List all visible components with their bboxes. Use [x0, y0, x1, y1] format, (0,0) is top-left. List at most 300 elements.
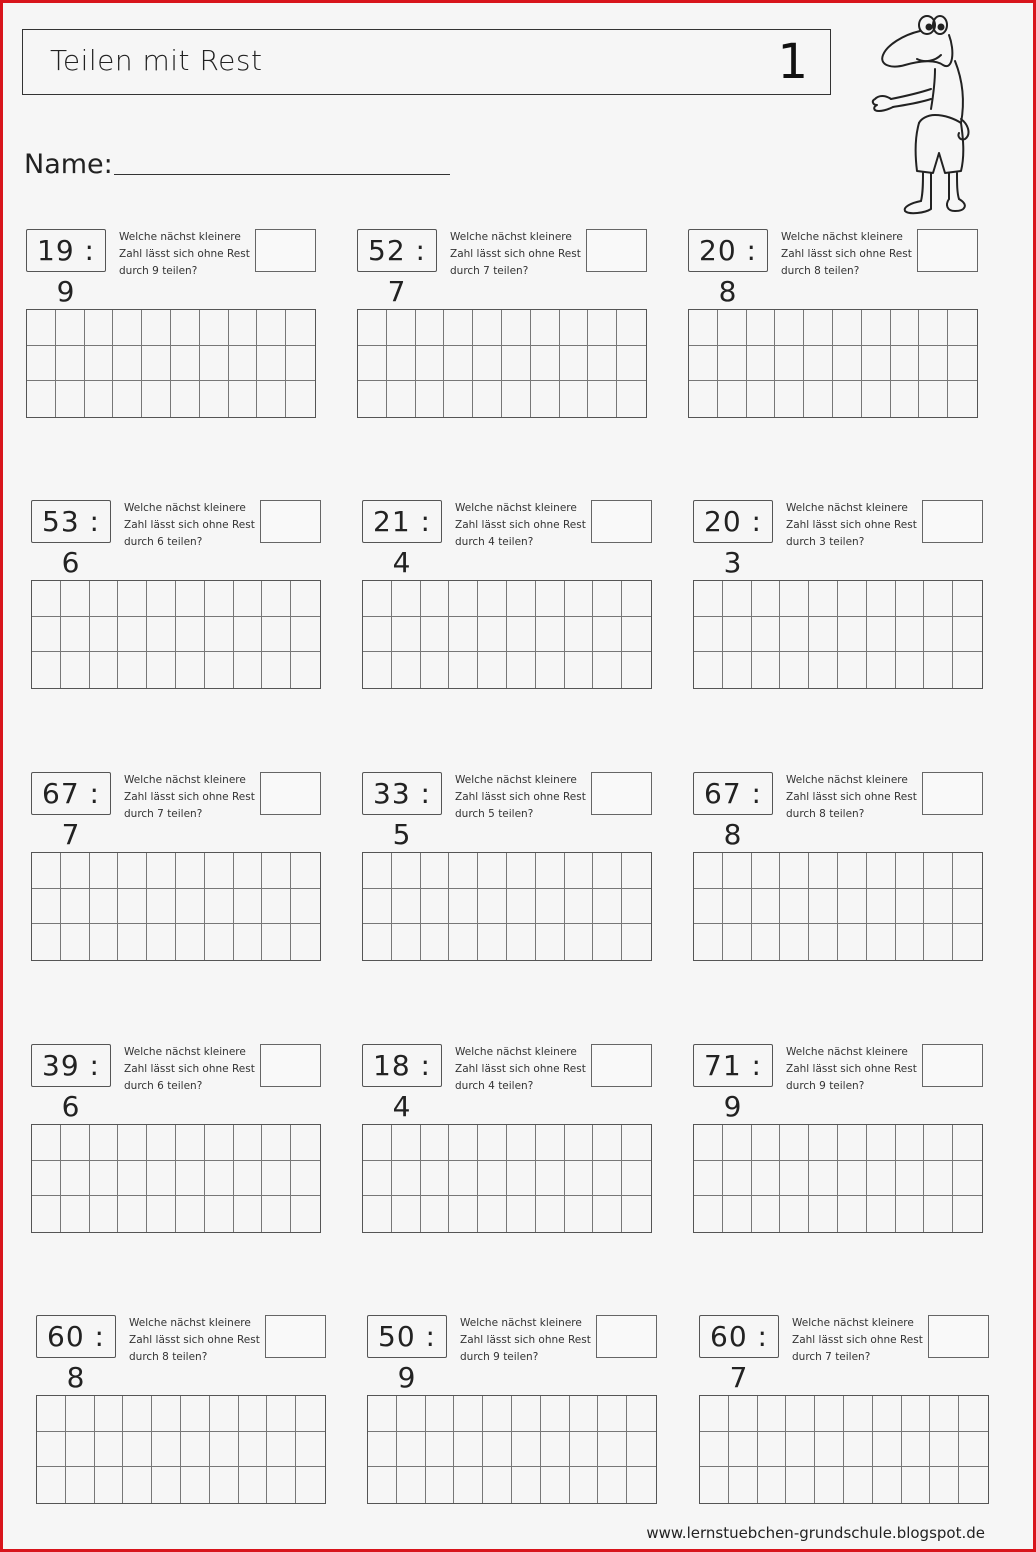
- grid-cell[interactable]: [421, 1125, 450, 1161]
- grid-cell[interactable]: [809, 853, 838, 889]
- grid-cell[interactable]: [780, 581, 809, 617]
- answer-box[interactable]: [260, 1044, 321, 1087]
- grid-cell[interactable]: [700, 1467, 729, 1503]
- grid-cell[interactable]: [815, 1432, 844, 1468]
- grid-cell[interactable]: [873, 1467, 902, 1503]
- grid-cell[interactable]: [694, 1125, 723, 1161]
- grid-cell[interactable]: [397, 1432, 426, 1468]
- grid-cell[interactable]: [694, 853, 723, 889]
- grid-cell[interactable]: [358, 381, 387, 417]
- grid-cell[interactable]: [118, 889, 147, 925]
- grid-cell[interactable]: [90, 1161, 119, 1197]
- grid-cell[interactable]: [449, 853, 478, 889]
- grid-cell[interactable]: [32, 652, 61, 688]
- grid-cell[interactable]: [560, 346, 589, 382]
- grid-cell[interactable]: [152, 1432, 181, 1468]
- grid-cell[interactable]: [61, 617, 90, 653]
- grid-cell[interactable]: [919, 310, 948, 346]
- grid-cell[interactable]: [565, 1196, 594, 1232]
- grid-cell[interactable]: [392, 889, 421, 925]
- grid-cell[interactable]: [426, 1396, 455, 1432]
- grid-cell[interactable]: [541, 1432, 570, 1468]
- grid-cell[interactable]: [363, 1161, 392, 1197]
- grid-cell[interactable]: [598, 1396, 627, 1432]
- grid-cell[interactable]: [541, 1467, 570, 1503]
- grid-cell[interactable]: [873, 1396, 902, 1432]
- grid-cell[interactable]: [90, 581, 119, 617]
- grid-cell[interactable]: [622, 617, 651, 653]
- grid-cell[interactable]: [147, 581, 176, 617]
- grid-cell[interactable]: [867, 1196, 896, 1232]
- grid-cell[interactable]: [588, 346, 617, 382]
- grid-cell[interactable]: [723, 617, 752, 653]
- grid-cell[interactable]: [862, 346, 891, 382]
- grid-cell[interactable]: [90, 617, 119, 653]
- grid-cell[interactable]: [953, 1125, 982, 1161]
- grid-cell[interactable]: [627, 1467, 656, 1503]
- grid-cell[interactable]: [421, 652, 450, 688]
- grid-cell[interactable]: [387, 346, 416, 382]
- grid-cell[interactable]: [291, 617, 320, 653]
- answer-box[interactable]: [265, 1315, 326, 1358]
- grid-cell[interactable]: [862, 310, 891, 346]
- grid-cell[interactable]: [507, 617, 536, 653]
- grid-cell[interactable]: [593, 581, 622, 617]
- grid-cell[interactable]: [809, 1161, 838, 1197]
- grid-cell[interactable]: [873, 1432, 902, 1468]
- grid-cell[interactable]: [66, 1467, 95, 1503]
- grid-cell[interactable]: [953, 924, 982, 960]
- grid-cell[interactable]: [262, 652, 291, 688]
- grid-cell[interactable]: [694, 581, 723, 617]
- grid-cell[interactable]: [234, 924, 263, 960]
- grid-cell[interactable]: [507, 581, 536, 617]
- grid-cell[interactable]: [392, 652, 421, 688]
- grid-cell[interactable]: [627, 1432, 656, 1468]
- grid-cell[interactable]: [291, 652, 320, 688]
- grid-cell[interactable]: [234, 853, 263, 889]
- grid-cell[interactable]: [718, 310, 747, 346]
- grid-cell[interactable]: [953, 853, 982, 889]
- grid-cell[interactable]: [210, 1432, 239, 1468]
- grid-cell[interactable]: [392, 617, 421, 653]
- grid-cell[interactable]: [723, 853, 752, 889]
- grid-cell[interactable]: [953, 1161, 982, 1197]
- grid-cell[interactable]: [234, 581, 263, 617]
- grid-cell[interactable]: [948, 310, 977, 346]
- grid-cell[interactable]: [502, 381, 531, 417]
- grid-cell[interactable]: [838, 1196, 867, 1232]
- grid-cell[interactable]: [617, 381, 646, 417]
- calculation-grid[interactable]: [362, 852, 652, 961]
- grid-cell[interactable]: [536, 1161, 565, 1197]
- grid-cell[interactable]: [565, 617, 594, 653]
- grid-cell[interactable]: [421, 924, 450, 960]
- grid-cell[interactable]: [239, 1396, 268, 1432]
- grid-cell[interactable]: [924, 652, 953, 688]
- grid-cell[interactable]: [723, 1196, 752, 1232]
- grid-cell[interactable]: [924, 1125, 953, 1161]
- grid-cell[interactable]: [930, 1432, 959, 1468]
- grid-cell[interactable]: [61, 652, 90, 688]
- grid-cell[interactable]: [478, 652, 507, 688]
- grid-cell[interactable]: [627, 1396, 656, 1432]
- grid-cell[interactable]: [454, 1432, 483, 1468]
- grid-cell[interactable]: [507, 1161, 536, 1197]
- calculation-grid[interactable]: [31, 580, 321, 689]
- grid-cell[interactable]: [780, 1196, 809, 1232]
- grid-cell[interactable]: [358, 346, 387, 382]
- grid-cell[interactable]: [61, 853, 90, 889]
- grid-cell[interactable]: [449, 924, 478, 960]
- grid-cell[interactable]: [953, 889, 982, 925]
- grid-cell[interactable]: [426, 1467, 455, 1503]
- grid-cell[interactable]: [507, 1196, 536, 1232]
- grid-cell[interactable]: [181, 1396, 210, 1432]
- grid-cell[interactable]: [286, 310, 315, 346]
- grid-cell[interactable]: [953, 652, 982, 688]
- grid-cell[interactable]: [838, 1161, 867, 1197]
- grid-cell[interactable]: [896, 581, 925, 617]
- grid-cell[interactable]: [502, 310, 531, 346]
- grid-cell[interactable]: [838, 617, 867, 653]
- grid-cell[interactable]: [833, 381, 862, 417]
- grid-cell[interactable]: [123, 1467, 152, 1503]
- grid-cell[interactable]: [752, 1125, 781, 1161]
- answer-box[interactable]: [591, 1044, 652, 1087]
- grid-cell[interactable]: [536, 924, 565, 960]
- grid-cell[interactable]: [478, 1125, 507, 1161]
- grid-cell[interactable]: [147, 889, 176, 925]
- calculation-grid[interactable]: [693, 580, 983, 689]
- grid-cell[interactable]: [229, 346, 258, 382]
- grid-cell[interactable]: [239, 1467, 268, 1503]
- grid-cell[interactable]: [838, 1125, 867, 1161]
- grid-cell[interactable]: [32, 1161, 61, 1197]
- grid-cell[interactable]: [85, 381, 114, 417]
- grid-cell[interactable]: [700, 1396, 729, 1432]
- grid-cell[interactable]: [118, 1125, 147, 1161]
- grid-cell[interactable]: [61, 1161, 90, 1197]
- answer-box[interactable]: [591, 772, 652, 815]
- grid-cell[interactable]: [507, 889, 536, 925]
- grid-cell[interactable]: [924, 889, 953, 925]
- grid-cell[interactable]: [66, 1432, 95, 1468]
- grid-cell[interactable]: [536, 853, 565, 889]
- calculation-grid[interactable]: [688, 309, 978, 418]
- grid-cell[interactable]: [891, 381, 920, 417]
- grid-cell[interactable]: [531, 381, 560, 417]
- grid-cell[interactable]: [262, 924, 291, 960]
- grid-cell[interactable]: [239, 1432, 268, 1468]
- calculation-grid[interactable]: [31, 1124, 321, 1233]
- grid-cell[interactable]: [780, 617, 809, 653]
- grid-cell[interactable]: [200, 346, 229, 382]
- grid-cell[interactable]: [896, 1196, 925, 1232]
- grid-cell[interactable]: [368, 1396, 397, 1432]
- grid-cell[interactable]: [718, 381, 747, 417]
- grid-cell[interactable]: [147, 617, 176, 653]
- grid-cell[interactable]: [902, 1467, 931, 1503]
- grid-cell[interactable]: [867, 853, 896, 889]
- grid-cell[interactable]: [234, 617, 263, 653]
- grid-cell[interactable]: [61, 1196, 90, 1232]
- grid-cell[interactable]: [896, 889, 925, 925]
- grid-cell[interactable]: [363, 652, 392, 688]
- grid-cell[interactable]: [723, 581, 752, 617]
- grid-cell[interactable]: [61, 924, 90, 960]
- grid-cell[interactable]: [752, 1196, 781, 1232]
- grid-cell[interactable]: [454, 1396, 483, 1432]
- grid-cell[interactable]: [902, 1396, 931, 1432]
- grid-cell[interactable]: [454, 1467, 483, 1503]
- grid-cell[interactable]: [565, 889, 594, 925]
- grid-cell[interactable]: [838, 581, 867, 617]
- grid-cell[interactable]: [234, 889, 263, 925]
- grid-cell[interactable]: [775, 381, 804, 417]
- grid-cell[interactable]: [37, 1396, 66, 1432]
- grid-cell[interactable]: [61, 1125, 90, 1161]
- grid-cell[interactable]: [118, 1161, 147, 1197]
- grid-cell[interactable]: [152, 1467, 181, 1503]
- grid-cell[interactable]: [473, 310, 502, 346]
- grid-cell[interactable]: [786, 1467, 815, 1503]
- grid-cell[interactable]: [694, 617, 723, 653]
- grid-cell[interactable]: [752, 889, 781, 925]
- grid-cell[interactable]: [176, 581, 205, 617]
- grid-cell[interactable]: [123, 1396, 152, 1432]
- grid-cell[interactable]: [780, 889, 809, 925]
- grid-cell[interactable]: [358, 310, 387, 346]
- grid-cell[interactable]: [142, 381, 171, 417]
- grid-cell[interactable]: [502, 346, 531, 382]
- grid-cell[interactable]: [536, 581, 565, 617]
- grid-cell[interactable]: [90, 853, 119, 889]
- grid-cell[interactable]: [478, 853, 507, 889]
- grid-cell[interactable]: [593, 1196, 622, 1232]
- grid-cell[interactable]: [291, 853, 320, 889]
- calculation-grid[interactable]: [362, 580, 652, 689]
- grid-cell[interactable]: [478, 889, 507, 925]
- grid-cell[interactable]: [747, 381, 776, 417]
- grid-cell[interactable]: [262, 1125, 291, 1161]
- grid-cell[interactable]: [948, 381, 977, 417]
- grid-cell[interactable]: [387, 310, 416, 346]
- grid-cell[interactable]: [541, 1396, 570, 1432]
- grid-cell[interactable]: [478, 924, 507, 960]
- grid-cell[interactable]: [902, 1432, 931, 1468]
- grid-cell[interactable]: [176, 1196, 205, 1232]
- grid-cell[interactable]: [924, 581, 953, 617]
- grid-cell[interactable]: [924, 1161, 953, 1197]
- grid-cell[interactable]: [867, 1161, 896, 1197]
- grid-cell[interactable]: [363, 1196, 392, 1232]
- grid-cell[interactable]: [205, 924, 234, 960]
- grid-cell[interactable]: [780, 652, 809, 688]
- grid-cell[interactable]: [397, 1396, 426, 1432]
- grid-cell[interactable]: [296, 1396, 325, 1432]
- calculation-grid[interactable]: [36, 1395, 326, 1504]
- grid-cell[interactable]: [752, 581, 781, 617]
- grid-cell[interactable]: [421, 853, 450, 889]
- grid-cell[interactable]: [473, 346, 502, 382]
- grid-cell[interactable]: [896, 1125, 925, 1161]
- grid-cell[interactable]: [262, 853, 291, 889]
- grid-cell[interactable]: [291, 581, 320, 617]
- grid-cell[interactable]: [838, 924, 867, 960]
- grid-cell[interactable]: [229, 310, 258, 346]
- grid-cell[interactable]: [896, 1161, 925, 1197]
- grid-cell[interactable]: [32, 889, 61, 925]
- grid-cell[interactable]: [804, 381, 833, 417]
- grid-cell[interactable]: [689, 310, 718, 346]
- grid-cell[interactable]: [775, 346, 804, 382]
- answer-box[interactable]: [917, 229, 978, 272]
- grid-cell[interactable]: [689, 381, 718, 417]
- calculation-grid[interactable]: [31, 852, 321, 961]
- grid-cell[interactable]: [176, 652, 205, 688]
- grid-cell[interactable]: [867, 581, 896, 617]
- grid-cell[interactable]: [147, 652, 176, 688]
- grid-cell[interactable]: [32, 1196, 61, 1232]
- grid-cell[interactable]: [752, 652, 781, 688]
- grid-cell[interactable]: [478, 581, 507, 617]
- grid-cell[interactable]: [85, 346, 114, 382]
- grid-cell[interactable]: [593, 924, 622, 960]
- grid-cell[interactable]: [426, 1432, 455, 1468]
- calculation-grid[interactable]: [693, 852, 983, 961]
- grid-cell[interactable]: [507, 652, 536, 688]
- grid-cell[interactable]: [507, 924, 536, 960]
- grid-cell[interactable]: [478, 617, 507, 653]
- grid-cell[interactable]: [700, 1432, 729, 1468]
- grid-cell[interactable]: [729, 1432, 758, 1468]
- grid-cell[interactable]: [176, 853, 205, 889]
- grid-cell[interactable]: [147, 1161, 176, 1197]
- grid-cell[interactable]: [867, 889, 896, 925]
- grid-cell[interactable]: [565, 924, 594, 960]
- grid-cell[interactable]: [930, 1396, 959, 1432]
- grid-cell[interactable]: [752, 1161, 781, 1197]
- grid-cell[interactable]: [512, 1467, 541, 1503]
- grid-cell[interactable]: [449, 652, 478, 688]
- grid-cell[interactable]: [234, 1196, 263, 1232]
- grid-cell[interactable]: [867, 652, 896, 688]
- grid-cell[interactable]: [622, 1196, 651, 1232]
- grid-cell[interactable]: [61, 889, 90, 925]
- grid-cell[interactable]: [598, 1467, 627, 1503]
- answer-box[interactable]: [922, 1044, 983, 1087]
- grid-cell[interactable]: [416, 310, 445, 346]
- grid-cell[interactable]: [56, 310, 85, 346]
- grid-cell[interactable]: [37, 1467, 66, 1503]
- grid-cell[interactable]: [205, 581, 234, 617]
- grid-cell[interactable]: [804, 346, 833, 382]
- grid-cell[interactable]: [953, 581, 982, 617]
- grid-cell[interactable]: [862, 381, 891, 417]
- grid-cell[interactable]: [809, 889, 838, 925]
- answer-box[interactable]: [586, 229, 647, 272]
- grid-cell[interactable]: [113, 346, 142, 382]
- grid-cell[interactable]: [536, 889, 565, 925]
- grid-cell[interactable]: [181, 1467, 210, 1503]
- grid-cell[interactable]: [449, 889, 478, 925]
- grid-cell[interactable]: [507, 1125, 536, 1161]
- grid-cell[interactable]: [176, 1125, 205, 1161]
- grid-cell[interactable]: [953, 617, 982, 653]
- grid-cell[interactable]: [363, 924, 392, 960]
- grid-cell[interactable]: [234, 652, 263, 688]
- answer-box[interactable]: [922, 772, 983, 815]
- grid-cell[interactable]: [291, 1196, 320, 1232]
- grid-cell[interactable]: [752, 924, 781, 960]
- grid-cell[interactable]: [478, 1196, 507, 1232]
- grid-cell[interactable]: [536, 617, 565, 653]
- grid-cell[interactable]: [449, 1161, 478, 1197]
- grid-cell[interactable]: [449, 617, 478, 653]
- grid-cell[interactable]: [844, 1396, 873, 1432]
- calculation-grid[interactable]: [357, 309, 647, 418]
- grid-cell[interactable]: [234, 1161, 263, 1197]
- grid-cell[interactable]: [205, 889, 234, 925]
- grid-cell[interactable]: [392, 924, 421, 960]
- name-input-line[interactable]: [114, 174, 450, 175]
- grid-cell[interactable]: [694, 1196, 723, 1232]
- grid-cell[interactable]: [147, 1196, 176, 1232]
- grid-cell[interactable]: [815, 1467, 844, 1503]
- grid-cell[interactable]: [588, 310, 617, 346]
- grid-cell[interactable]: [392, 581, 421, 617]
- grid-cell[interactable]: [780, 1161, 809, 1197]
- grid-cell[interactable]: [780, 853, 809, 889]
- grid-cell[interactable]: [833, 346, 862, 382]
- grid-cell[interactable]: [758, 1396, 787, 1432]
- grid-cell[interactable]: [809, 581, 838, 617]
- grid-cell[interactable]: [896, 924, 925, 960]
- grid-cell[interactable]: [444, 310, 473, 346]
- grid-cell[interactable]: [392, 1196, 421, 1232]
- grid-cell[interactable]: [833, 310, 862, 346]
- grid-cell[interactable]: [536, 1196, 565, 1232]
- grid-cell[interactable]: [118, 1196, 147, 1232]
- grid-cell[interactable]: [147, 924, 176, 960]
- grid-cell[interactable]: [363, 617, 392, 653]
- answer-box[interactable]: [260, 500, 321, 543]
- grid-cell[interactable]: [758, 1432, 787, 1468]
- grid-cell[interactable]: [27, 310, 56, 346]
- calculation-grid[interactable]: [362, 1124, 652, 1233]
- grid-cell[interactable]: [804, 310, 833, 346]
- grid-cell[interactable]: [444, 346, 473, 382]
- grid-cell[interactable]: [262, 581, 291, 617]
- grid-cell[interactable]: [368, 1432, 397, 1468]
- grid-cell[interactable]: [959, 1396, 988, 1432]
- grid-cell[interactable]: [694, 652, 723, 688]
- grid-cell[interactable]: [363, 853, 392, 889]
- grid-cell[interactable]: [565, 853, 594, 889]
- grid-cell[interactable]: [176, 1161, 205, 1197]
- grid-cell[interactable]: [752, 617, 781, 653]
- grid-cell[interactable]: [152, 1396, 181, 1432]
- grid-cell[interactable]: [205, 652, 234, 688]
- grid-cell[interactable]: [421, 1196, 450, 1232]
- grid-cell[interactable]: [27, 346, 56, 382]
- grid-cell[interactable]: [262, 1161, 291, 1197]
- grid-cell[interactable]: [622, 1125, 651, 1161]
- calculation-grid[interactable]: [26, 309, 316, 418]
- grid-cell[interactable]: [953, 1196, 982, 1232]
- grid-cell[interactable]: [267, 1396, 296, 1432]
